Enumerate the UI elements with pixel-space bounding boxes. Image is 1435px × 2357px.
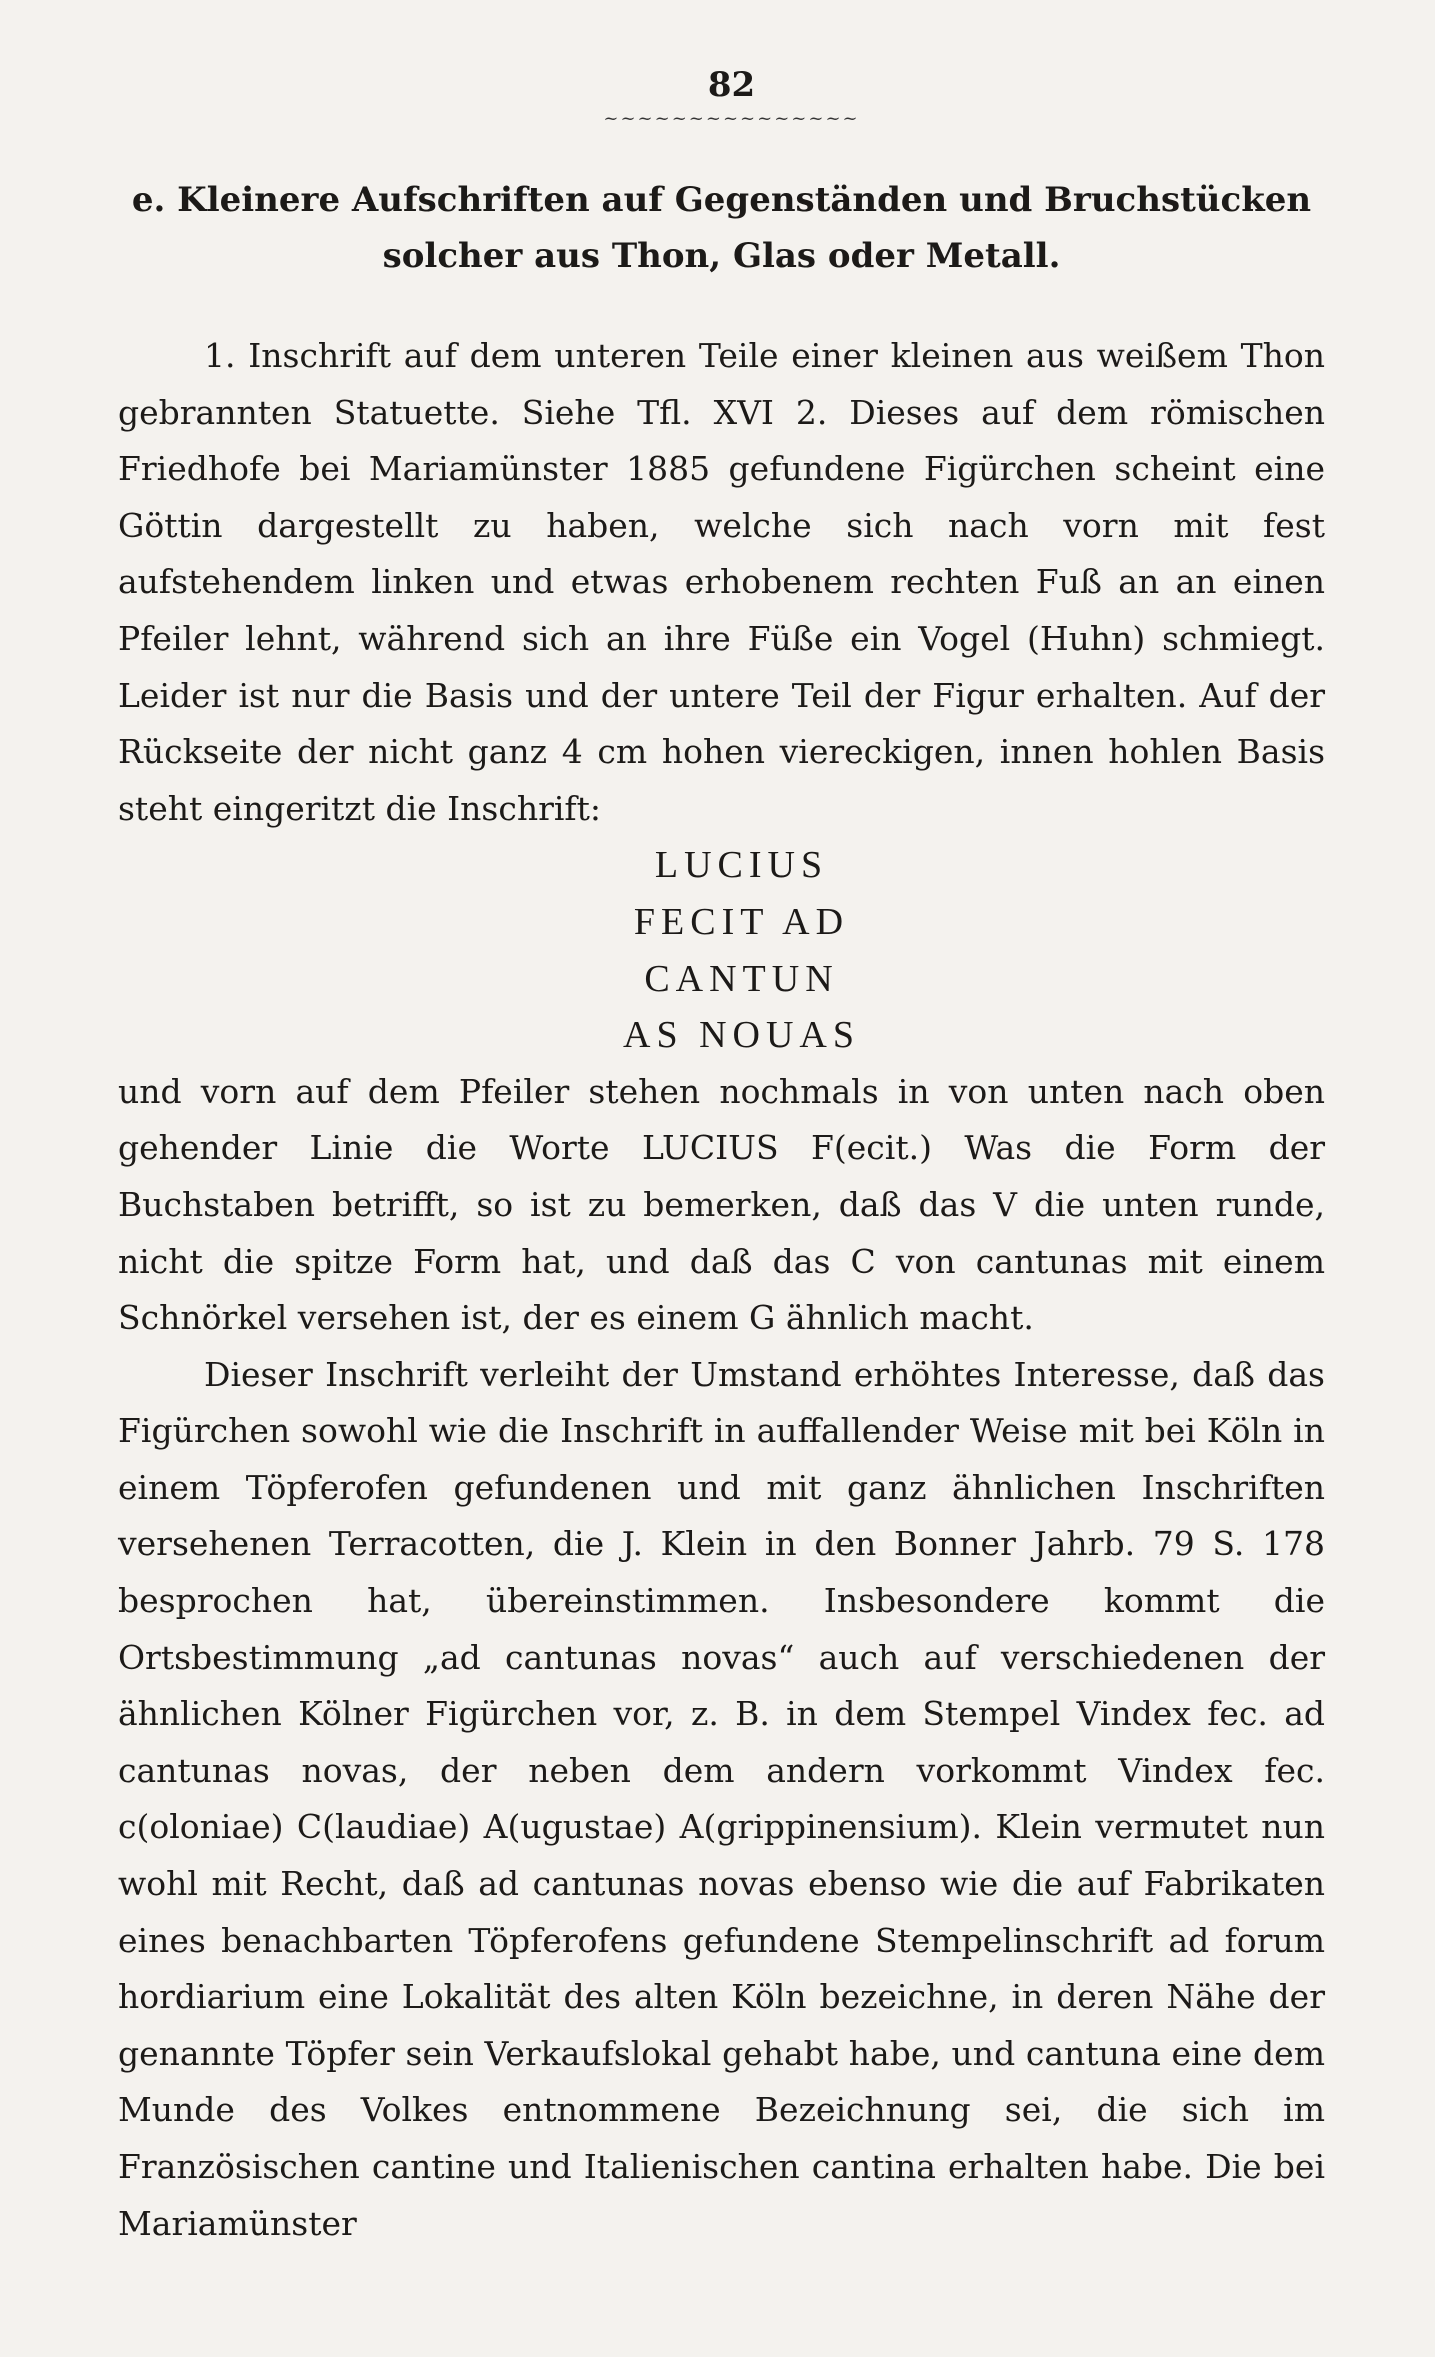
paragraph-inscription-1: 1. Inschrift auf dem unteren Teile einer kleinen aus weißem Thon gebrannten Statuette. Siehe Tfl. XVI 2. Dieses auf dem römischen Friedhofe bei Mariamünster 1885 gefundene Figürchen scheint eine Göttin dargestellt zu haben, welche sich nach vorn mit fest aufstehendem linken und etwas erhobenem rechten Fuß an an einen Pfeiler lehnt, während sich an ihre Füße ein Vogel (Huhn) schmiegt. Leider ist nur die Basis und der untere Teil der Figur erhalten. Auf der Rückseite der nicht ganz 4 cm hohen viereckigen, innen hohlen Basis steht eingeritzt die Inschrift: [118, 336, 1325, 828]
section-heading-line-2: solcher aus Thon, Glas oder Metall. [382, 236, 1061, 276]
inscription-line: CANTUN [644, 957, 839, 1000]
paragraph-inscription-description: und vorn auf dem Pfeiler stehen nochmals in von unten nach oben gehender Linie die Worte LUCIUS F(ecit.) Was die Form der Buchstaben betrifft, so ist zu bemerken, daß das V die unten runde, nicht die spitze Form hat, und daß das C von cantunas mit einem Schnörkel versehen ist, der es einem G ähnlich macht. [118, 1071, 1325, 1338]
wavy-rule-ornament: ~~~~~~~~~~~~~~~ [603, 108, 860, 129]
inscription-line: FECIT AD [633, 900, 850, 943]
section-heading [118, 172, 1325, 284]
section-heading-line-1: e. Kleinere Aufschriften auf Gegenständen und Bruchstücken [131, 180, 1312, 220]
paragraph-interpretation: Dieser Inschrift verleiht der Umstand erhöhtes Interesse, daß das Figürchen sowohl wie die Inschrift in auffallender Weise mit bei Köln in einem Töpferofen gefundenen und mit ganz ähnlichen Inschriften versehenen Terracotten, die J. Klein in den Bonner Jahrb. 79 S. 178 besprochen hat, übereinstimmen. Insbesondere kommt die Ortsbestimmung „ad cantunas novas“ auch auf verschiedenen der ähnlichen Kölner Figürchen vor, z. B. in dem Stempel Vindex fec. ad cantunas novas, der neben dem andern vorkommt Vindex fec. c(oloniae) C(laudiae) A(ugustae) A(grippinensium). Klein vermutet nun wohl mit Recht, daß ad cantunas novas ebenso wie die auf Fabrikaten eines benachbarten Töpferofens gefundene Stempelinschrift ad forum hordiarium eine Lokalität des alten Köln bezeichne, in deren Nähe der genannte Töpfer sein Verkaufslokal gehabt habe, und cantuna eine dem Munde des Volkes entnommene Bezeichnung sei, die sich im Französischen cantine und Italienischen cantina erhalten habe. Die bei Mariamünster [118, 1354, 1325, 2243]
inscription-block [158, 837, 1325, 1063]
page-number: 82 [707, 65, 756, 105]
inscription-line: LUCIUS [654, 844, 829, 887]
inscription-line: AS NOUAS [623, 1014, 860, 1057]
